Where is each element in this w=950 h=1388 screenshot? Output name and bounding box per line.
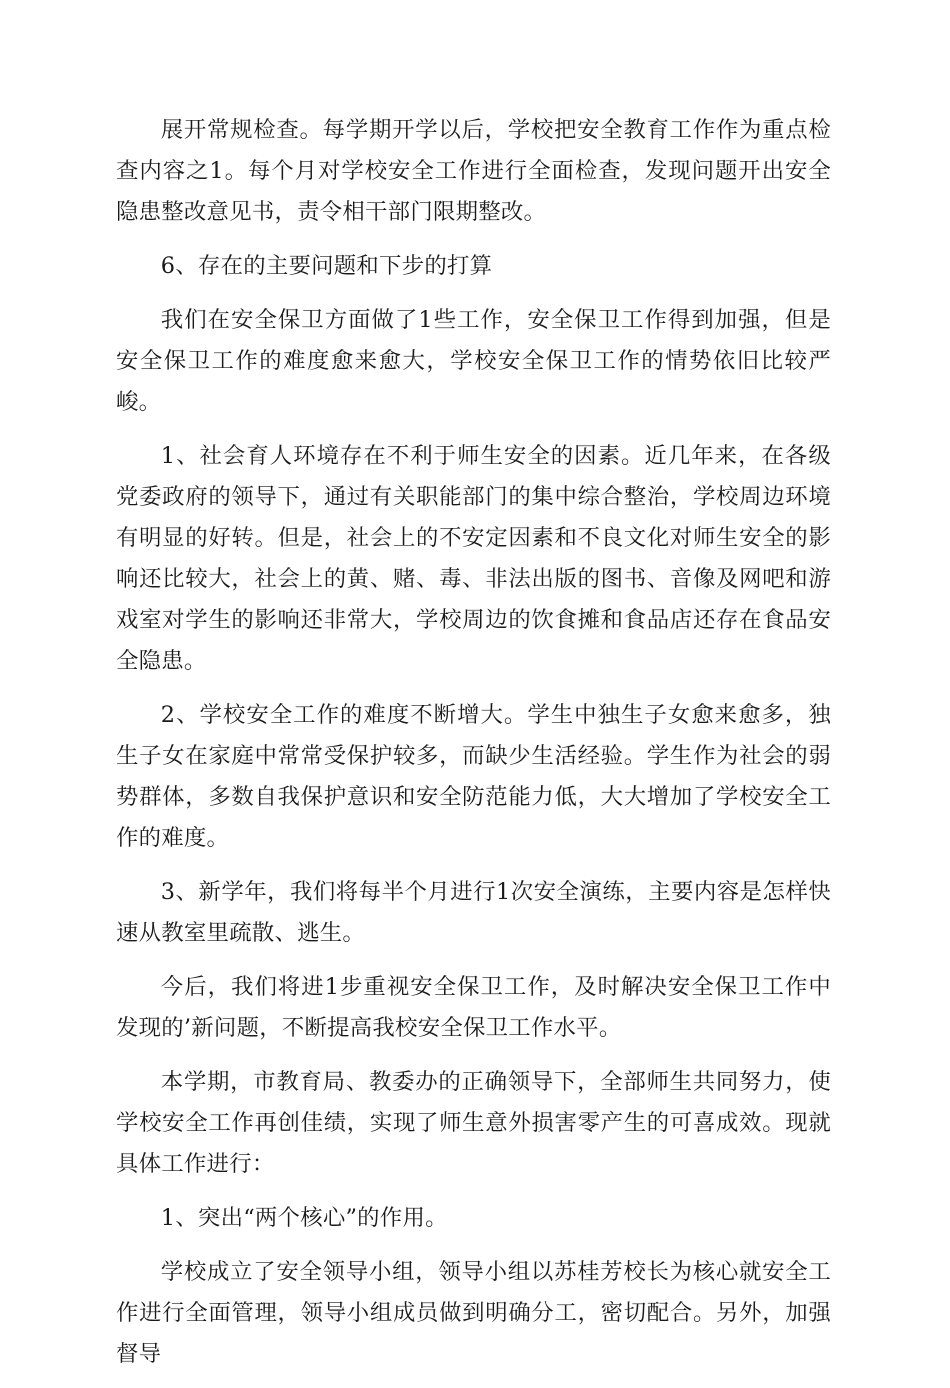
paragraph-semester-summary: 本学期，市教育局、教委办的正确领导下，全部师生共同努力，使学校安全工作再创佳绩，实现了师生意外损害零产生的可喜成效。现就具体工作进行：: [116, 1069, 831, 1177]
paragraph-routine-inspection: 展开常规检查。每学期开学以后，学校把安全教育工作作为重点检查内容之1。每个月对学校安全工作进行全面检查，发现问题开出安全隐患整改意见书，责令相干部门限期整改。: [116, 117, 831, 225]
paragraph-leadership-group: 学校成立了安全领导小组，领导小组以苏桂芳校长为核心就安全工作进行全面管理，领导小组成员做到明确分工，密切配合。另外，加强督导: [116, 1259, 831, 1367]
heading-main-problems-and-plans: 6、存在的主要问题和下步的打算: [160, 253, 493, 279]
paragraph-future-plans: 今后，我们将进1步重视安全保卫工作，及时解决安全保卫工作中发现的’新问题，不断提高我校安全保卫工作水平。: [116, 974, 831, 1041]
paragraph-increasing-difficulty: 2、学校安全工作的难度不断增大。学生中独生子女愈来愈多，独生子女在家庭中常常受保护较多，而缺少生活经验。学生作为社会的弱势群体，多数自我保护意识和安全防范能力低，大大增加了学校安全工作的难度。: [116, 702, 831, 851]
paragraph-social-environment: 1、社会育人环境存在不利于师生安全的因素。近几年来，在各级党委政府的领导下，通过有关职能部门的集中综合整治，学校周边环境有明显的好转。但是，社会上的不安定因素和不良文化对师生安全的影响还比较大，社会上的黄、赌、毒、非法出版的图书、音像及网吧和游戏室对学生的影响还非常大，学校周边的饮食摊和食品店还存在食品安全隐患。: [116, 443, 831, 674]
paragraph-safety-drills: 3、新学年，我们将每半个月进行1次安全演练，主要内容是怎样快速从教室里疏散、逃生。: [116, 879, 831, 946]
document-body: [116, 110, 831, 1388]
heading-two-cores: 1、突出“两个核心”的作用。: [160, 1205, 448, 1231]
paragraph-security-overview: 我们在安全保卫方面做了1些工作，安全保卫工作得到加强，但是安全保卫工作的难度愈来愈大，学校安全保卫工作的情势依旧比较严峻。: [116, 307, 831, 415]
